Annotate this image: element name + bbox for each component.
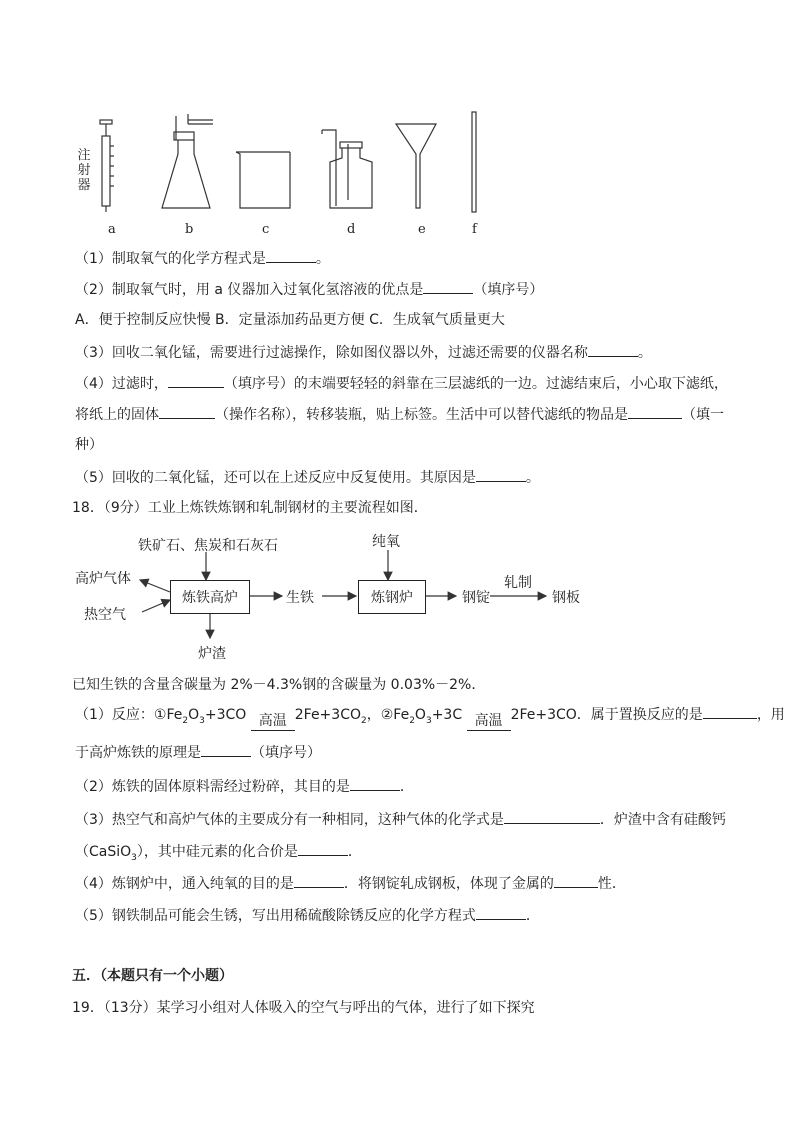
q18-part1-line2: 于高炉炼铁的原理是 （填序号） bbox=[75, 742, 321, 763]
q17-part3: （3）回收二氧化锰，需要进行过滤操作，除如图仪器以外，过滤还需要的仪器名称 。 bbox=[75, 342, 652, 363]
section-heading: 五．（本题只有一个小题） bbox=[72, 968, 233, 984]
q18-part2: （2）炼铁的固体原料需经过粉碎，其目的是 ． bbox=[75, 776, 414, 797]
q17-part2: （2）制取氧气时，用 a 仪器加入过氧化氢溶液的优点是 （填序号） bbox=[75, 279, 543, 300]
q17-part4-line2: 将纸上的固体 （操作名称），转移装瓶，贴上标签。生活中可以替代滤纸的物品是 （填一 bbox=[75, 404, 724, 425]
flow-pig-iron: 生铁 bbox=[286, 590, 314, 606]
answer-blank[interactable] bbox=[476, 905, 526, 920]
glass-rod bbox=[472, 112, 476, 212]
apparatus-label-f: f bbox=[472, 222, 477, 237]
flow-input-oxygen: 纯氧 bbox=[372, 534, 400, 550]
syringe-label: 注射器 bbox=[77, 148, 91, 193]
flow-gas-out: 高炉气体 bbox=[75, 571, 131, 587]
flow-box-blast-furnace: 炼铁高炉 bbox=[170, 580, 250, 614]
beaker bbox=[236, 152, 290, 208]
apparatus-label-a: a bbox=[108, 222, 116, 237]
answer-blank[interactable] bbox=[350, 776, 400, 791]
q18-known: 已知生铁的含量含碳量为 2%－4.3%钢的含碳量为 0.03%－2%． bbox=[72, 677, 486, 693]
conical-flask bbox=[162, 114, 213, 208]
answer-blank[interactable] bbox=[159, 404, 215, 419]
flow-slag: 炉渣 bbox=[198, 646, 226, 662]
answer-blank[interactable] bbox=[423, 279, 473, 294]
flow-plate: 钢板 bbox=[552, 590, 580, 606]
apparatus-drawing bbox=[90, 110, 510, 215]
reaction-condition: 高温 bbox=[251, 713, 295, 731]
q17-part4-line1: （4）过滤时， （填序号）的末端要轻轻的斜靠在三层滤纸的一边。过滤结束后，小心取下滤纸， bbox=[75, 373, 728, 394]
flow-rolling: 轧制 bbox=[504, 575, 532, 591]
q17-part4-line3: 种） bbox=[75, 437, 103, 453]
answer-blank[interactable] bbox=[628, 404, 682, 419]
q18-part3-line2: （CaSiO$_3$），其中硅元素的化合价是 ． bbox=[75, 841, 362, 868]
answer-blank[interactable] bbox=[504, 809, 600, 824]
answer-blank[interactable] bbox=[298, 841, 348, 856]
answer-blank[interactable] bbox=[554, 873, 598, 888]
answer-blank[interactable] bbox=[294, 873, 344, 888]
q17-part1: （1）制取氧气的化学方程式是 。 bbox=[75, 248, 330, 269]
q19-title: 19．（13分）某学习小组对人体吸入的空气与呼出的气体，进行了如下探究 bbox=[72, 1000, 535, 1016]
flow-input-ore: 铁矿石、焦炭和石灰石 bbox=[138, 538, 278, 554]
gas-bottle bbox=[322, 130, 372, 208]
flow-hot-air: 热空气 bbox=[84, 607, 126, 623]
q18-part3-line1: （3）热空气和高炉气体的主要成分有一种相同，这种气体的化学式是 ．炉渣中含有硅酸钙 bbox=[75, 809, 726, 830]
apparatus-label-b: b bbox=[185, 222, 194, 237]
answer-blank[interactable] bbox=[588, 342, 638, 357]
q17-part5: （5）回收的二氧化锰，还可以在上述反应中反复使用。其原因是 。 bbox=[75, 467, 540, 488]
syringe bbox=[100, 120, 114, 212]
flow-ingot: 钢锭 bbox=[462, 590, 490, 606]
funnel bbox=[396, 124, 436, 208]
reaction-condition: 高温 bbox=[467, 713, 511, 731]
answer-blank[interactable] bbox=[168, 373, 224, 388]
apparatus-label-d: d bbox=[347, 222, 356, 237]
answer-blank[interactable] bbox=[703, 704, 757, 719]
apparatus-label-c: c bbox=[262, 222, 270, 237]
apparatus-label-e: e bbox=[418, 222, 426, 237]
answer-blank[interactable] bbox=[476, 467, 526, 482]
q18-title: 18．（9分）工业上炼铁炼钢和轧制钢材的主要流程如图． bbox=[72, 500, 428, 516]
q18-part4: （4）炼钢炉中，通入纯氧的目的是 ．将钢锭轧成钢板，体现了金属的 性． bbox=[75, 873, 626, 894]
q17-options: A．便于控制反应快慢 B．定量添加药品更方便 C．生成氧气质量更大 bbox=[75, 312, 505, 328]
q18-part5: （5）钢铁制品可能会生锈，写出用稀硫酸除锈反应的化学方程式 ． bbox=[75, 905, 540, 926]
flow-box-steel-furnace: 炼钢炉 bbox=[358, 580, 426, 614]
q18-part1-line1: （1）反应：$①Fe_2O_3+3CO$ 高温 $2Fe+3CO_2$，$②Fe_2O_3+3C$ 高温 2Fe+3CO．属于置换反应的是 ，用 bbox=[75, 704, 785, 731]
answer-blank[interactable] bbox=[266, 248, 316, 263]
answer-blank[interactable] bbox=[201, 742, 251, 757]
